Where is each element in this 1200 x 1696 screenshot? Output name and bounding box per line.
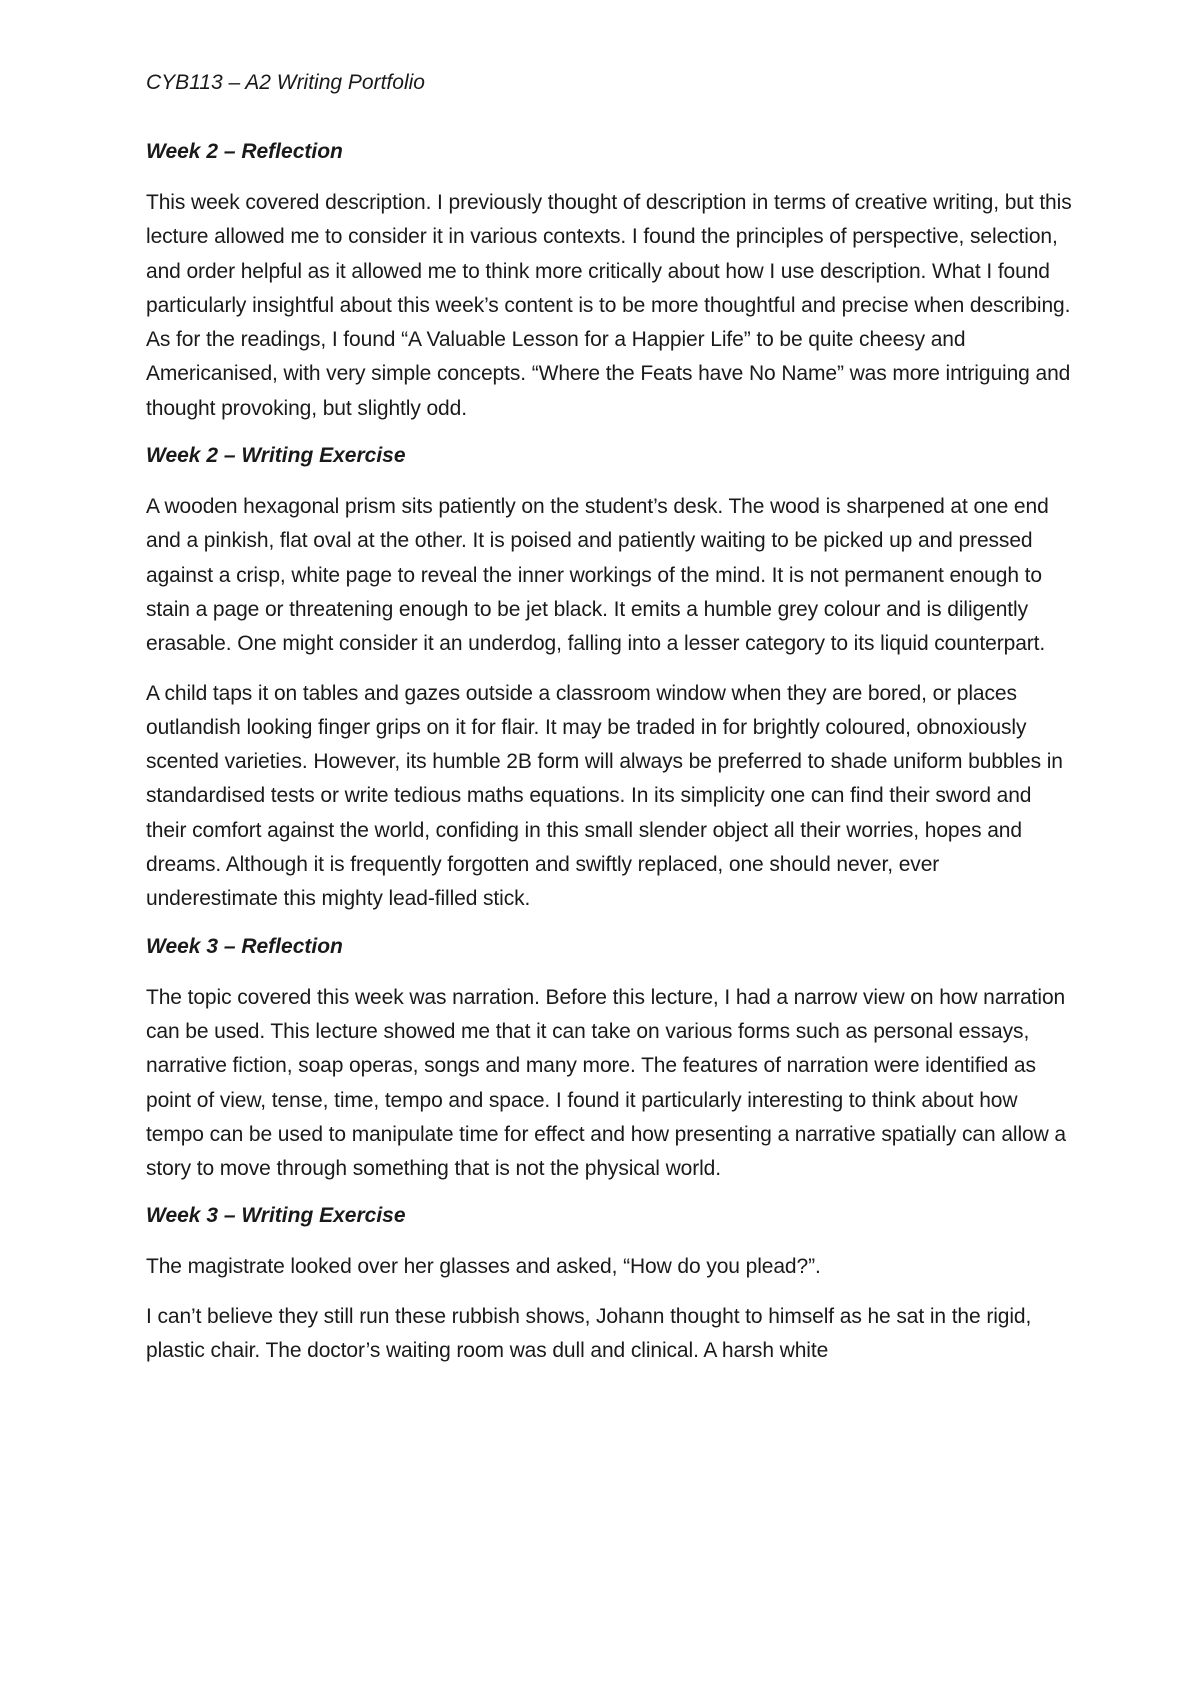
section-week2-writing-exercise — [146, 441, 1076, 917]
section-heading: Week 2 – Writing Exercise — [146, 444, 406, 468]
section-week3-writing-exercise — [146, 1201, 1076, 1368]
section-heading: Week 2 – Reflection — [146, 140, 343, 163]
section-week3-reflection — [146, 932, 1076, 1187]
paragraph: A wooden hexagonal prism sits patiently on the student’s desk. The wood is sharpened at one end and a pinkish, flat oval at the other. It is poised and patiently waiting to be picked up and pressed against a crisp, white page to reveal the inner workings of the mind. It is not permanent enough to stain a page or threatening enough to be jet black. It emits a humble grey colour and is diligently erasable. One might consider it an underdog, falling into a lesser category to its liquid counterpart. — [146, 495, 1049, 656]
section-week2-reflection — [146, 137, 1076, 426]
paragraph: This week covered description. I previously thought of description in terms of creative writing, but this lecture allowed me to consider it in various contexts. I found the principles of perspective, selection, and order helpful as it allowed me to think more critically about how I use description. What I found particularly insightful about this week’s content is to be more thoughtful and precise when describing. As for the readings, I found “A Valuable Lesson for a Happier Life” to be quite cheesy and Americanised, with very simple concepts. “Where the Feats have No Name” was more intriguing and thought provoking, but slightly odd. — [146, 191, 1072, 420]
section-heading: Week 3 – Writing Exercise — [146, 1204, 406, 1228]
running-header: CYB113 – A2 Writing Portfolio — [146, 71, 425, 94]
section-heading: Week 3 – Reflection — [146, 934, 343, 958]
paragraph: I can’t believe they still run these rubbish shows, Johann thought to himself as he sat in the rigid, plastic chair. The doctor’s waiting room was dull and clinical. A harsh white — [146, 1304, 1032, 1363]
paragraph: The magistrate looked over her glasses and asked, “How do you plead?”. — [146, 1255, 821, 1279]
paragraph: The topic covered this week was narration. Before this lecture, I had a narrow view on how narration can be used. This lecture showed me that it can take on various forms such as personal essays, narrative fiction, soap operas, songs and many more. The features of narration were identified as point of view, tense, time, tempo and space. I found it particularly interesting to think about how tempo can be used to manipulate time for effect and how presenting a narrative spatially can allow a story to move through something that is not the physical world. — [146, 985, 1066, 1181]
paragraph: A child taps it on tables and gazes outside a classroom window when they are bored, or places outlandish looking finger grips on it for flair. It may be traded in for brightly coloured, obnoxiously scented varieties. However, its humble 2B form will always be preferred to shade uniform bubbles in standardised tests or write tedious maths equations. In its simplicity one can find their sword and their comfort against the world, confiding in this small slender object all their worries, hopes and dreams. Although it is frequently forgotten and swiftly replaced, one should never, ever underestimate this mighty lead-filled stick. — [146, 681, 1063, 911]
document-page — [146, 68, 1076, 1383]
